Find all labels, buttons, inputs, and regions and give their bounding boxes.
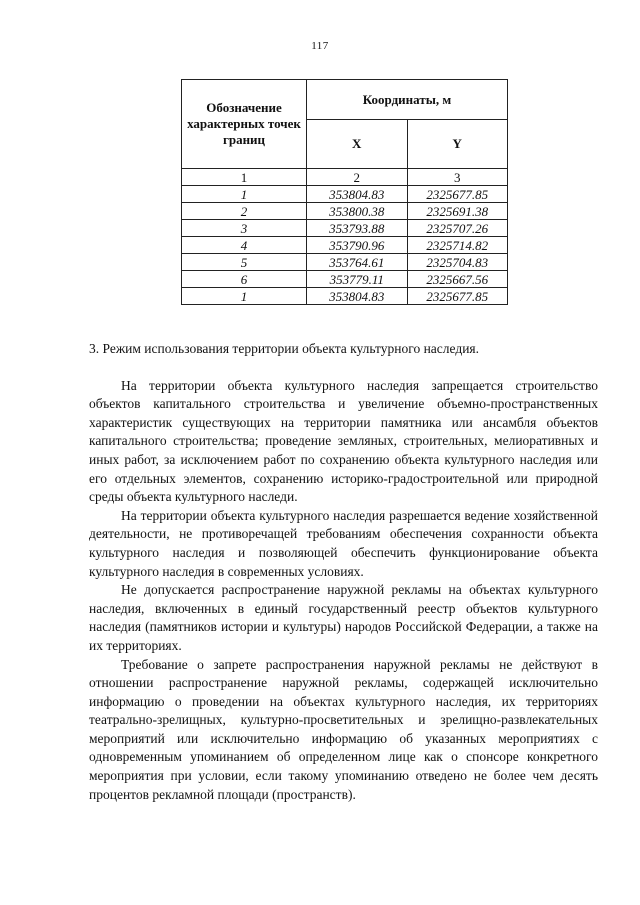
header-y: Y xyxy=(407,120,508,169)
table-row xyxy=(182,237,508,254)
point-cell: 4 xyxy=(182,237,307,254)
y-cell: 2325691.38 xyxy=(407,203,508,220)
y-cell: 2325707.26 xyxy=(407,220,508,237)
x-cell: 353779.11 xyxy=(307,271,408,288)
header-x: X xyxy=(307,120,408,169)
paragraph: Не допускается распространение наружной рекламы на объектах культурного наследия, включенных в единый государственный реестр объектов культурного наследия (памятников истории и культуры) народов Российской Федерации, а также на их территориях. xyxy=(89,582,598,653)
point-cell: 1 xyxy=(182,186,307,203)
page-number: 117 xyxy=(311,40,329,52)
column-number: 1 xyxy=(182,169,307,186)
y-cell: 2325714.82 xyxy=(407,237,508,254)
x-cell: 353793.88 xyxy=(307,220,408,237)
y-cell: 2325677.85 xyxy=(407,288,508,305)
paragraph: Требование о запрете распространения наружной рекламы не действуют в отношении распространение наружной рекламы, содержащей исключительно информацию о проведении на объектах культурного наследия, их территориях театрально-зрелищных, культурно-просветительных и зрелищно-развлекательных мероприятий или исключительно информацию об указанных мероприятиях с одновременным упоминанием об определенном лице как о спонсоре конкретного мероприятия при условии, если такому упоминанию отведено не более чем десять процентов рекламной площади (пространств). xyxy=(89,656,598,802)
y-cell: 2325667.56 xyxy=(407,271,508,288)
paragraph: На территории объекта культурного наследия запрещается строительство объектов капитального строительства и увеличение объемно-пространственных характеристик существующих на территории памятника или ансамбля объектов капитального строительства; проведение земляных, строительных, мелиоративных и иных работ, за исключением работ по сохранению объекта культурного наследия или его отдельных элементов, сохранению историко-градостроительной или природной среды объекта культурного наследи. xyxy=(89,377,598,505)
x-cell: 353800.38 xyxy=(307,203,408,220)
point-cell: 2 xyxy=(182,203,307,220)
table-row xyxy=(182,220,508,237)
point-cell: 6 xyxy=(182,271,307,288)
table-row xyxy=(182,271,508,288)
column-number: 2 xyxy=(307,169,408,186)
column-number-row xyxy=(182,169,508,186)
header-point-designation: Обозначение характерных точек границ xyxy=(182,80,307,169)
y-cell: 2325704.83 xyxy=(407,254,508,271)
x-cell: 353764.61 xyxy=(307,254,408,271)
x-cell: 353804.83 xyxy=(307,186,408,203)
table-row xyxy=(182,186,508,203)
table-row xyxy=(182,203,508,220)
y-cell: 2325677.85 xyxy=(407,186,508,203)
point-cell: 3 xyxy=(182,220,307,237)
header-coordinates: Координаты, м xyxy=(307,80,508,120)
x-cell: 353804.83 xyxy=(307,288,408,305)
column-number: 3 xyxy=(407,169,508,186)
section-heading: 3. Режим использования территории объекта культурного наследия. xyxy=(89,341,480,356)
point-cell: 5 xyxy=(182,254,307,271)
section-body xyxy=(89,340,598,804)
x-cell: 353790.96 xyxy=(307,237,408,254)
table-row xyxy=(182,288,508,305)
paragraph: На территории объекта культурного наследия разрешается ведение хозяйственной деятельности, не противоречащей требованиям обеспечения сохранности объекта культурного наследия и позволяющей обеспечить функционирование объекта культурного наследия в современных условиях. xyxy=(89,507,598,579)
coordinates-table xyxy=(181,79,508,305)
table-row xyxy=(182,254,508,271)
point-cell: 1 xyxy=(182,288,307,305)
